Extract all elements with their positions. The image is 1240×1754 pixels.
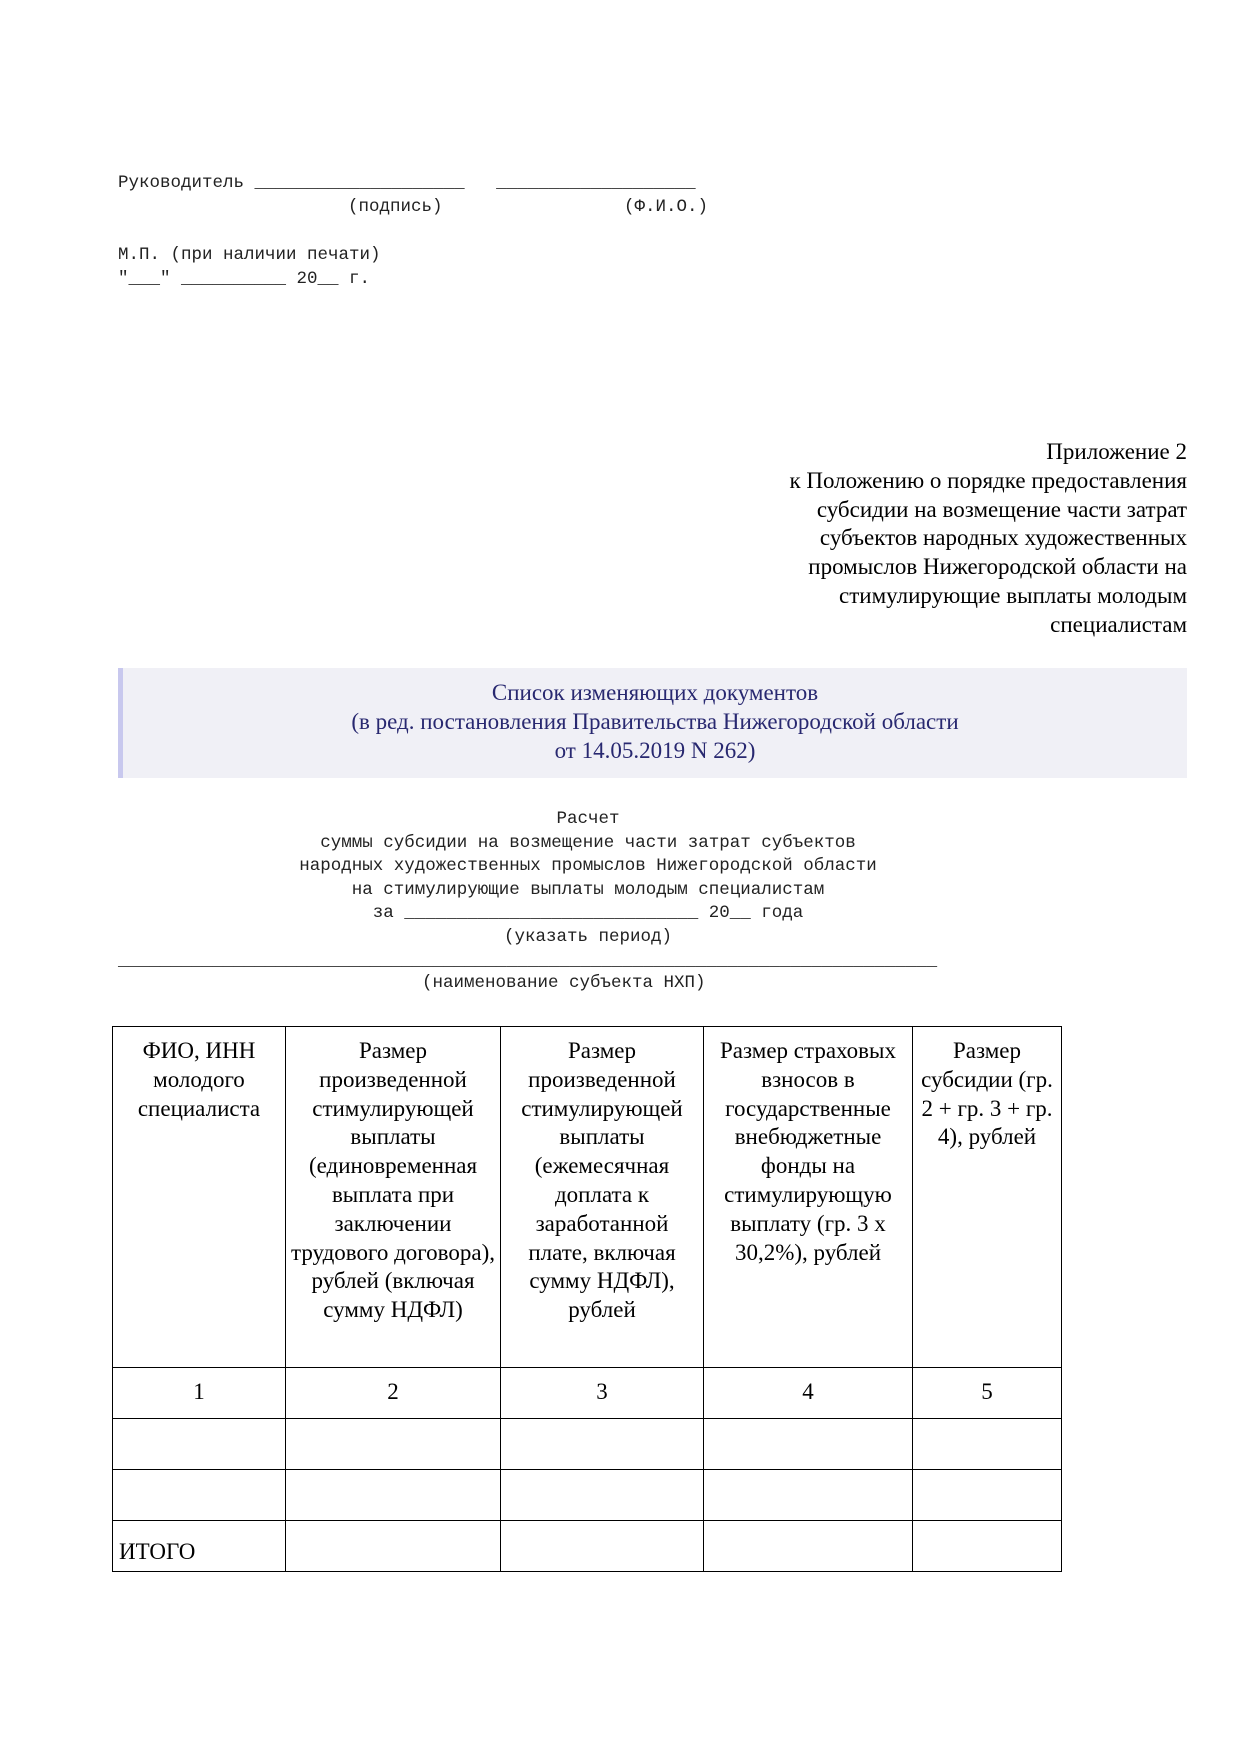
table-row [113,1419,1062,1470]
date-line: "___" __________ 20__ г. [118,269,371,289]
empty-cell[interactable] [913,1521,1062,1572]
subject-caption: (наименование субъекта НХП) [422,973,706,993]
total-row [113,1521,1062,1572]
stamp-note: М.П. (при наличии печати) [118,245,381,265]
name-line: ___________________ [496,173,696,193]
calc-line: на стимулирующие выплаты молодым специалистам [351,879,825,900]
amendments-box [118,668,1187,778]
appendix-line: промыслов Нижегородской области на [808,554,1187,580]
empty-cell[interactable] [113,1470,286,1521]
name-caption: (Ф.И.О.) [624,197,709,217]
total-label: ИТОГО [113,1521,286,1572]
appendix-line: специалистам [1050,611,1187,637]
empty-cell[interactable] [704,1419,913,1470]
head-label: Руководитель [118,173,245,193]
amendments-line: от 14.05.2019 N 262) [554,737,756,763]
empty-cell[interactable] [286,1470,501,1521]
empty-cell[interactable] [704,1470,913,1521]
period-caption: (указать период) [503,926,673,947]
empty-cell[interactable] [286,1419,501,1470]
empty-cell[interactable] [286,1521,501,1572]
amendments-title: Список изменяющих документов [491,680,819,705]
subject-line: ______________________________________________________________________________ [118,951,938,971]
empty-cell[interactable] [704,1521,913,1572]
empty-cell[interactable] [501,1419,704,1470]
appendix-line: Приложение 2 [1046,439,1187,464]
calc-line: суммы субсидии на возмещение части затрат субъектов [320,832,856,853]
header-cell: Размер произведенной стимулирующей выплаты (ежемесячная доплата к заработанной плате, включая сумму НДФЛ), рублей [501,1027,704,1368]
calc-line: народных художественных промыслов Нижегородской области [299,856,877,876]
table-header-row [113,1027,1062,1368]
number-cell: 1 [113,1368,286,1419]
table-row [113,1470,1062,1521]
header-cell: Размер субсидии (гр. 2 + гр. 3 + гр. 4), рублей [913,1027,1062,1368]
empty-cell[interactable] [113,1419,286,1470]
appendix-line: стимулирующие выплаты молодым [839,582,1187,608]
empty-cell[interactable] [913,1470,1062,1521]
calculation-table [112,1026,1062,1572]
amendments-line: (в ред. постановления Правительства Нижегородской области [351,708,959,734]
empty-cell[interactable] [913,1419,1062,1470]
number-cell: 2 [286,1368,501,1419]
calculation-title [118,808,1058,949]
period-line: за ____________________________ 20__ года [372,903,804,923]
table-number-row [113,1368,1062,1419]
appendix-line: субсидии на возмещение части затрат [816,496,1187,522]
header-cell: Размер страховых взносов в государственные внебюджетные фонды на стимулирующую выплату (гр. 3 x 30,2%), рублей [704,1027,913,1368]
number-cell: 3 [501,1368,704,1419]
header-cell: ФИО, ИНН молодого специалиста [113,1027,286,1368]
empty-cell[interactable] [501,1470,704,1521]
header-cell: Размер произведенной стимулирующей выплаты (единовременная выплата при заключении трудового договора), рублей (включая сумму НДФЛ) [286,1027,501,1368]
head-signature-row [118,172,696,196]
empty-cell[interactable] [501,1521,704,1572]
number-cell: 5 [913,1368,1062,1419]
calc-title: Расчет [556,809,620,829]
appendix-line: субъектов народных художественных [819,525,1187,551]
signature-caption: (подпись) [348,197,443,217]
appendix-line: к Положению о порядке предоставления [789,467,1187,493]
signature-line: ____________________ [254,173,465,193]
number-cell: 4 [704,1368,913,1419]
appendix-header [587,438,1187,640]
